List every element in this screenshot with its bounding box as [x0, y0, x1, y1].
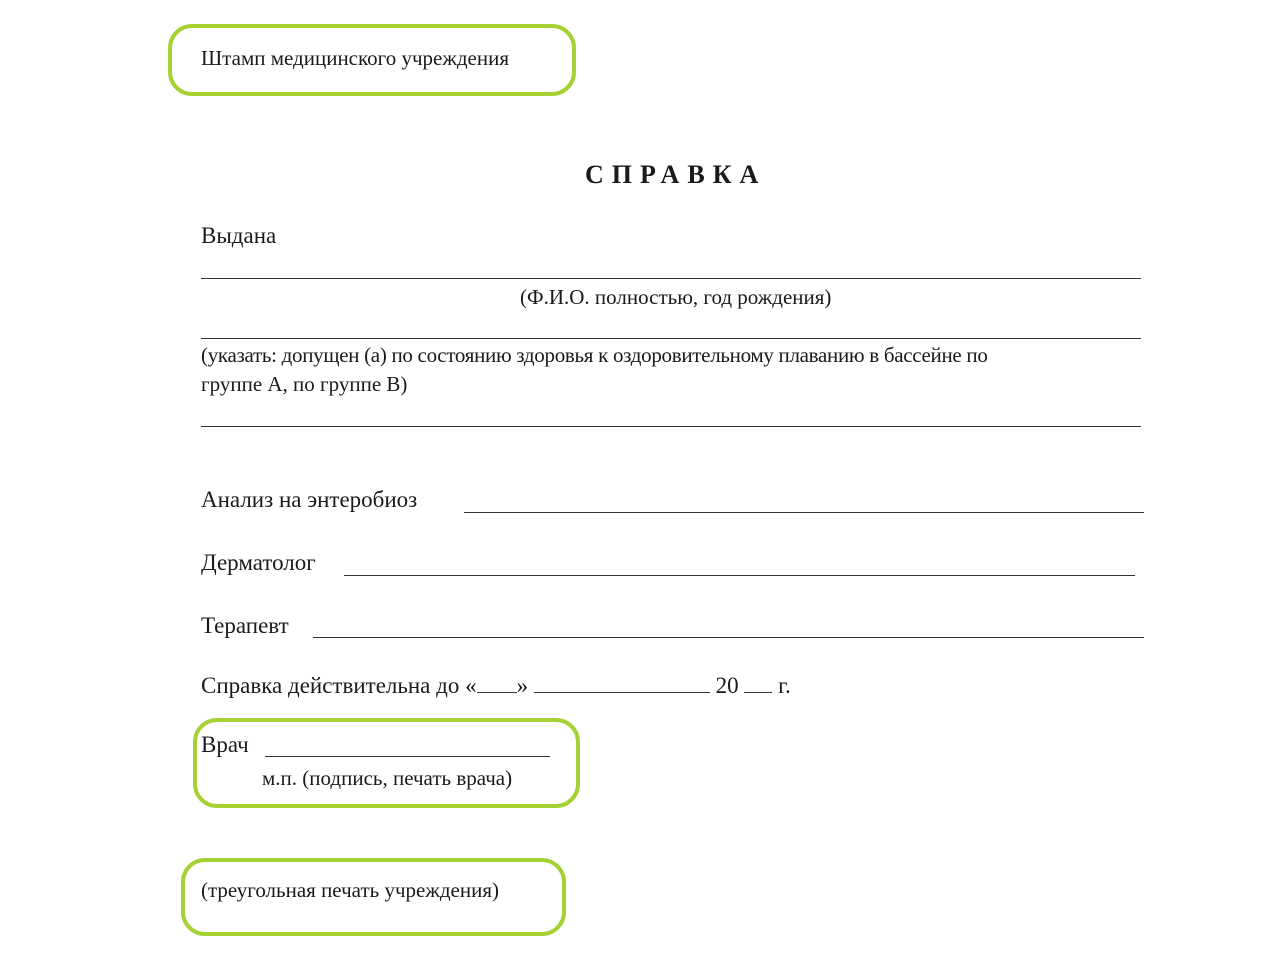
validity-close-quote: »: [516, 673, 529, 698]
validity-prefix: Справка действительна до «: [201, 673, 477, 698]
dermatologist-label: Дерматолог: [201, 550, 316, 575]
validity-year-suffix: г.: [778, 673, 791, 698]
issued-label: Выдана: [201, 223, 277, 248]
instruction-line-1: (указать: допущен (а) по состоянию здоровья к оздоровительному плаванию в бассейне по: [201, 343, 988, 367]
name-line[interactable]: [201, 278, 1141, 279]
enterobiosis-line[interactable]: [464, 512, 1144, 513]
dermatologist-line[interactable]: [344, 575, 1135, 576]
doctor-label: Врач: [201, 732, 249, 757]
instruction-line-2: группе А, по группе В): [201, 372, 408, 396]
enterobiosis-label: Анализ на энтеробиоз: [201, 487, 418, 512]
page-title: СПРАВКА: [585, 160, 767, 189]
stamp-label: Штамп медицинского учреждения: [201, 46, 510, 70]
validity-month-blank[interactable]: [534, 674, 710, 693]
validity-day-blank[interactable]: [477, 674, 517, 693]
validity-row: [201, 672, 791, 700]
name-caption: (Ф.И.О. полностью, год рождения): [520, 285, 832, 309]
doctor-caption: м.п. (подпись, печать врача): [262, 766, 513, 790]
validity-year-prefix: 20: [715, 673, 739, 698]
admission-line[interactable]: [201, 338, 1141, 339]
therapist-line[interactable]: [313, 637, 1144, 638]
doctor-highlight: [193, 718, 580, 808]
seal-label: (треугольная печать учреждения): [201, 878, 499, 902]
validity-year-blank[interactable]: [744, 674, 772, 693]
doctor-signature-line[interactable]: [265, 756, 550, 757]
therapist-label: Терапевт: [201, 613, 289, 638]
extra-line[interactable]: [201, 426, 1141, 427]
